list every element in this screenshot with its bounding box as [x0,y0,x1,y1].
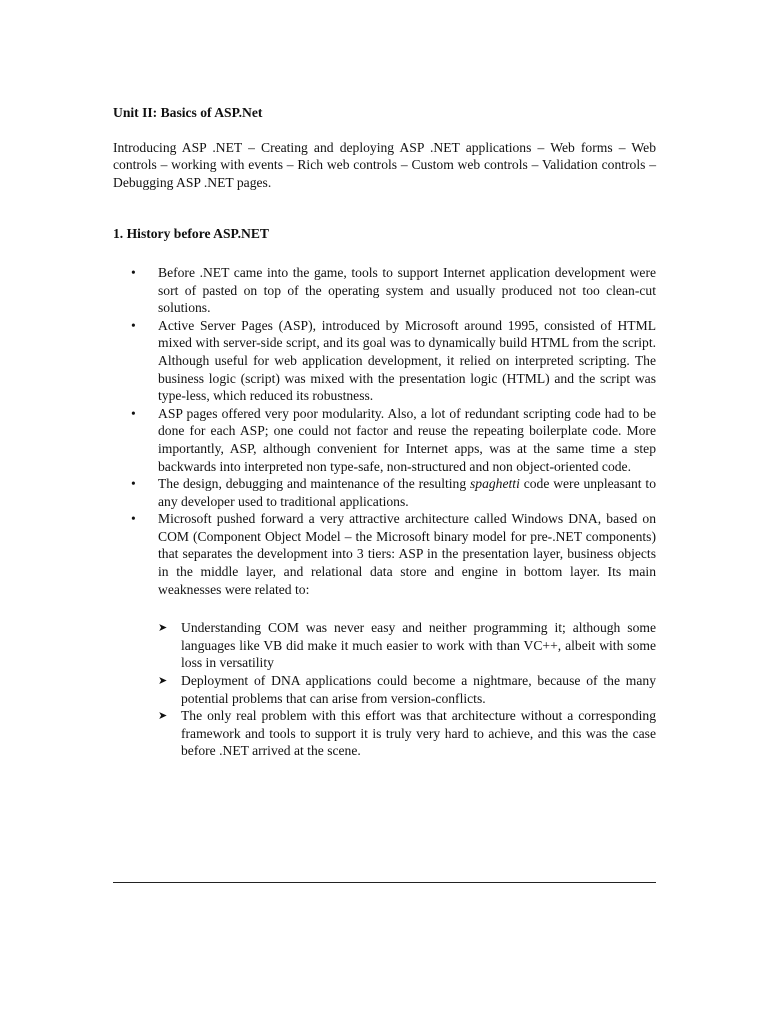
bullet-item [158,510,656,598]
bullet-text: Microsoft pushed forward a very attractive architecture called Windows DNA, based on COM (Component Object Model – the Microsoft binary model for pre-.NET components) that separates the development into 3 tiers: ASP in the presentation layer, business objects in the middle layer, and relational data store and engine in bottom layer. Its main weaknesses were related to: [158,511,656,597]
bullet-text: Active Server Pages (ASP), introduced by Microsoft around 1995, consisted of HTML mixed with server-side script, and its goal was to dynamically build HTML from the script. Although useful for web application development, it relied on interpreted scripting. The business logic (script) was mixed with the presentation logic (HTML) and the script was type-less, which reduced its robustness. [158,317,656,404]
bullet-text-end: code were unpleasant to any developer used to traditional applications. [158,476,657,509]
sub-bullet-list [113,619,656,760]
sub-bullet-text: Deployment of DNA applications could become a nightmare, because of the many potential problems that can arise from version-conflicts. [181,673,656,706]
section-heading: 1. History before ASP.NET [113,226,269,242]
document-page [113,104,656,760]
bullet-text: Before .NET came into the game, tools to support Internet application development were sort of pasted on top of the operating system and usually produced not too clean-cut solutions. [158,264,656,316]
footer-divider [113,882,656,883]
bullet-item [158,475,656,510]
arrow-right-icon: ➤ [158,674,168,688]
unit-title: Unit II: Basics of ASP.Net [113,105,263,120]
sub-bullet-item [158,707,656,760]
intro-paragraph: Introducing ASP .NET – Creating and deploying ASP .NET applications – Web forms – Web controls – working with events – Rich web controls – Custom web controls – Validation controls – Debugging ASP .NET pages. [113,139,656,190]
sub-bullet-item [158,672,656,707]
arrow-right-icon: ➤ [158,709,168,723]
arrow-right-icon: ➤ [158,621,168,635]
bullet-item [158,264,656,317]
bullet-text-start: The design, debugging and maintenance of the resulting [158,476,470,492]
bullet-list [113,264,656,598]
sub-bullet-text: Understanding COM was never easy and neither programming it; although some languages like VB did make it much easier to work with than VC++, albeit with some loss in versatility [181,620,656,671]
bullet-text: ASP pages offered very poor modularity. Also, a lot of redundant scripting code had to be done for each ASP; one could not factor and reuse the repeating boilerplate code. More importantly, ASP, although convenient for Internet apps, was at the same time a step backwards into interpreted non type-safe, non-structured and non object-oriented code. [158,405,656,474]
bullet-item [158,405,656,475]
bullet-text-italic: spaghetti [470,476,520,492]
bullet-item [158,317,656,405]
sub-bullet-text: The only real problem with this effort was that architecture without a corresponding framework and tools to support it is truly very hard to achieve, and this was the case before .NET arrived at the scene. [181,708,656,759]
sub-bullet-item [158,619,656,672]
